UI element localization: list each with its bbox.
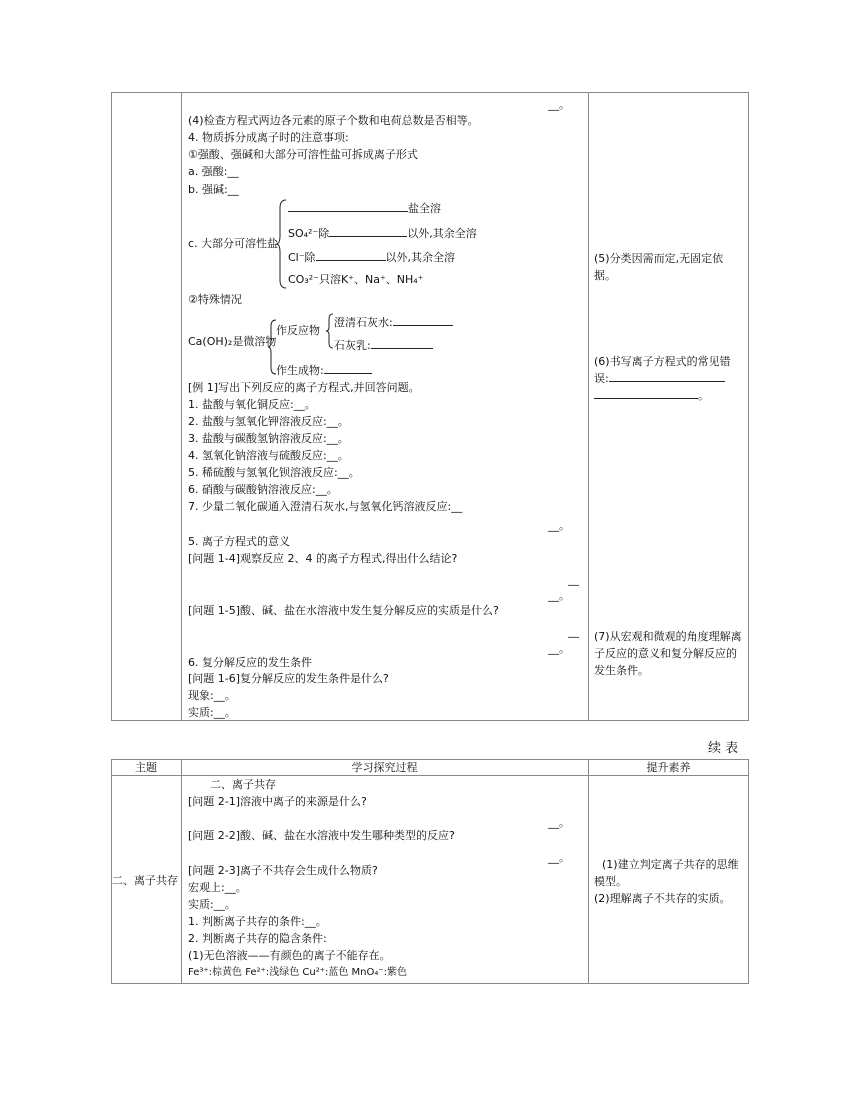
header-literacy: 提升素养 [646,761,691,774]
answer-line: __。 [548,519,570,532]
text-line: 宏观上:__。 [188,881,247,894]
note-2: (2)理解离子不共存的实质。 [594,892,731,905]
condition-title: 6. 复分解反应的发生条件 [188,656,312,669]
salt-item: 盐全溶 [288,200,441,216]
brace-salt [276,198,288,290]
brace-reactant [326,312,334,350]
meaning-title: 5. 离子方程式的意义 [188,535,290,548]
continued-label: 续 表 [708,741,739,756]
example-line: 3. 盐酸与碳酸氢钠溶液反应:__。 [188,432,349,445]
note-7: (7)从宏观和微观的角度理解离子反应的意义和复分解反应的发生条件。 [594,630,742,677]
text-line: (4)检查方程式两边各元素的原子个数和电荷总数是否相等。 [188,114,479,127]
table-1-col-divider-2 [588,92,589,721]
question-2-1: [问题 2-1]溶液中离子的来源是什么? [188,795,367,808]
text-line: b. 强碱:__ [188,183,239,196]
header-topic: 主题 [135,761,157,774]
question-1-6: [问题 1-6]复分解反应的发生条件是什么? [188,672,389,685]
header-process: 学习探究过程 [351,761,418,774]
table-1-col-divider-1 [181,92,182,721]
question-1-5: [问题 1-5]酸、碱、盐在水溶液中发生复分解反应的实质是什么? [188,604,499,617]
text-line: (1)无色溶液——有颜色的离子不能存在。 [188,949,391,962]
essence-line: 实质:__。 [188,706,236,719]
answer-line: __ [568,573,579,586]
example-line: 1. 盐酸与氧化铜反应:__。 [188,398,316,411]
reactant-item: 澄清石灰水: [334,314,453,330]
product-label: 作生成物: [276,362,372,378]
note-1: (1)建立判定离子共存的思维模型。 [594,858,739,888]
section-title: 二、离子共存 [210,778,276,791]
salt-item: SO₄²⁻除 以外,其余全溶 [288,227,477,240]
answer-line: __。 [548,816,570,829]
answer-line: __ [568,625,579,638]
answer-line: __。 [548,589,570,602]
salt-label: c. 大部分可溶性盐 [188,237,279,250]
note-5: (5)分类因需而定,无固定依据。 [594,252,724,282]
answer-line: __。 [548,98,570,111]
salt-item: Cl⁻除 以外,其余全溶 [288,251,456,264]
text-line: a. 强酸:__ [188,165,239,178]
reactant-label: 作反应物 [276,324,320,337]
phenomenon-line: 现象:__。 [188,689,236,702]
caoh-label: Ca(OH)₂是微溶物 [188,335,277,348]
special-title: ②特殊情况 [188,293,242,306]
note-6: (6)书写离子方程式的常见错误: 。 [594,355,731,402]
text-line: 4. 物质拆分成离子时的注意事项: [188,131,349,144]
text-line: ①强酸、强碱和大部分可溶性盐可拆成离子形式 [188,148,418,161]
text-line: 1. 判断离子共存的条件:__。 [188,915,327,928]
example-line: 6. 硝酸与碳酸钠溶液反应:__。 [188,483,338,496]
salt-item: CO₃²⁻只溶K⁺、Na⁺、NH₄⁺ [288,273,424,286]
reactant-item: 石灰乳: [334,337,433,353]
topic-cell: 二、离子共存 [112,874,178,887]
example-line: 4. 氢氧化钠溶液与硫酸反应:__。 [188,449,349,462]
answer-line: __。 [548,851,570,864]
example-line: 7. 少量二氧化碳通入澄清石灰水,与氢氧化钙溶液反应:__ [188,500,463,513]
table-2-col-divider-1 [181,759,182,984]
answer-line: __。 [548,642,570,655]
example-line: [例 1]写出下列反应的离子方程式,并回答问题。 [188,381,420,394]
ion-colors-line: Fe³⁺:棕黄色 Fe²⁺:浅绿色 Cu²⁺:蓝色 MnO₄⁻:紫色 [188,967,408,978]
text-line: 2. 判断离子共存的隐含条件: [188,932,327,945]
example-line: 2. 盐酸与氢氧化钾溶液反应:__。 [188,415,349,428]
question-2-3: [问题 2-3]离子不共存会生成什么物质? [188,864,378,877]
question-2-2: [问题 2-2]酸、碱、盐在水溶液中发生哪种类型的反应? [188,829,455,842]
example-line: 5. 稀硫酸与氢氧化钡溶液反应:__。 [188,466,360,479]
text-line: 实质:__。 [188,898,236,911]
table-2-col-divider-2 [588,759,589,984]
question-1-4: [问题 1-4]观察反应 2、4 的离子方程式,得出什么结论? [188,552,458,565]
